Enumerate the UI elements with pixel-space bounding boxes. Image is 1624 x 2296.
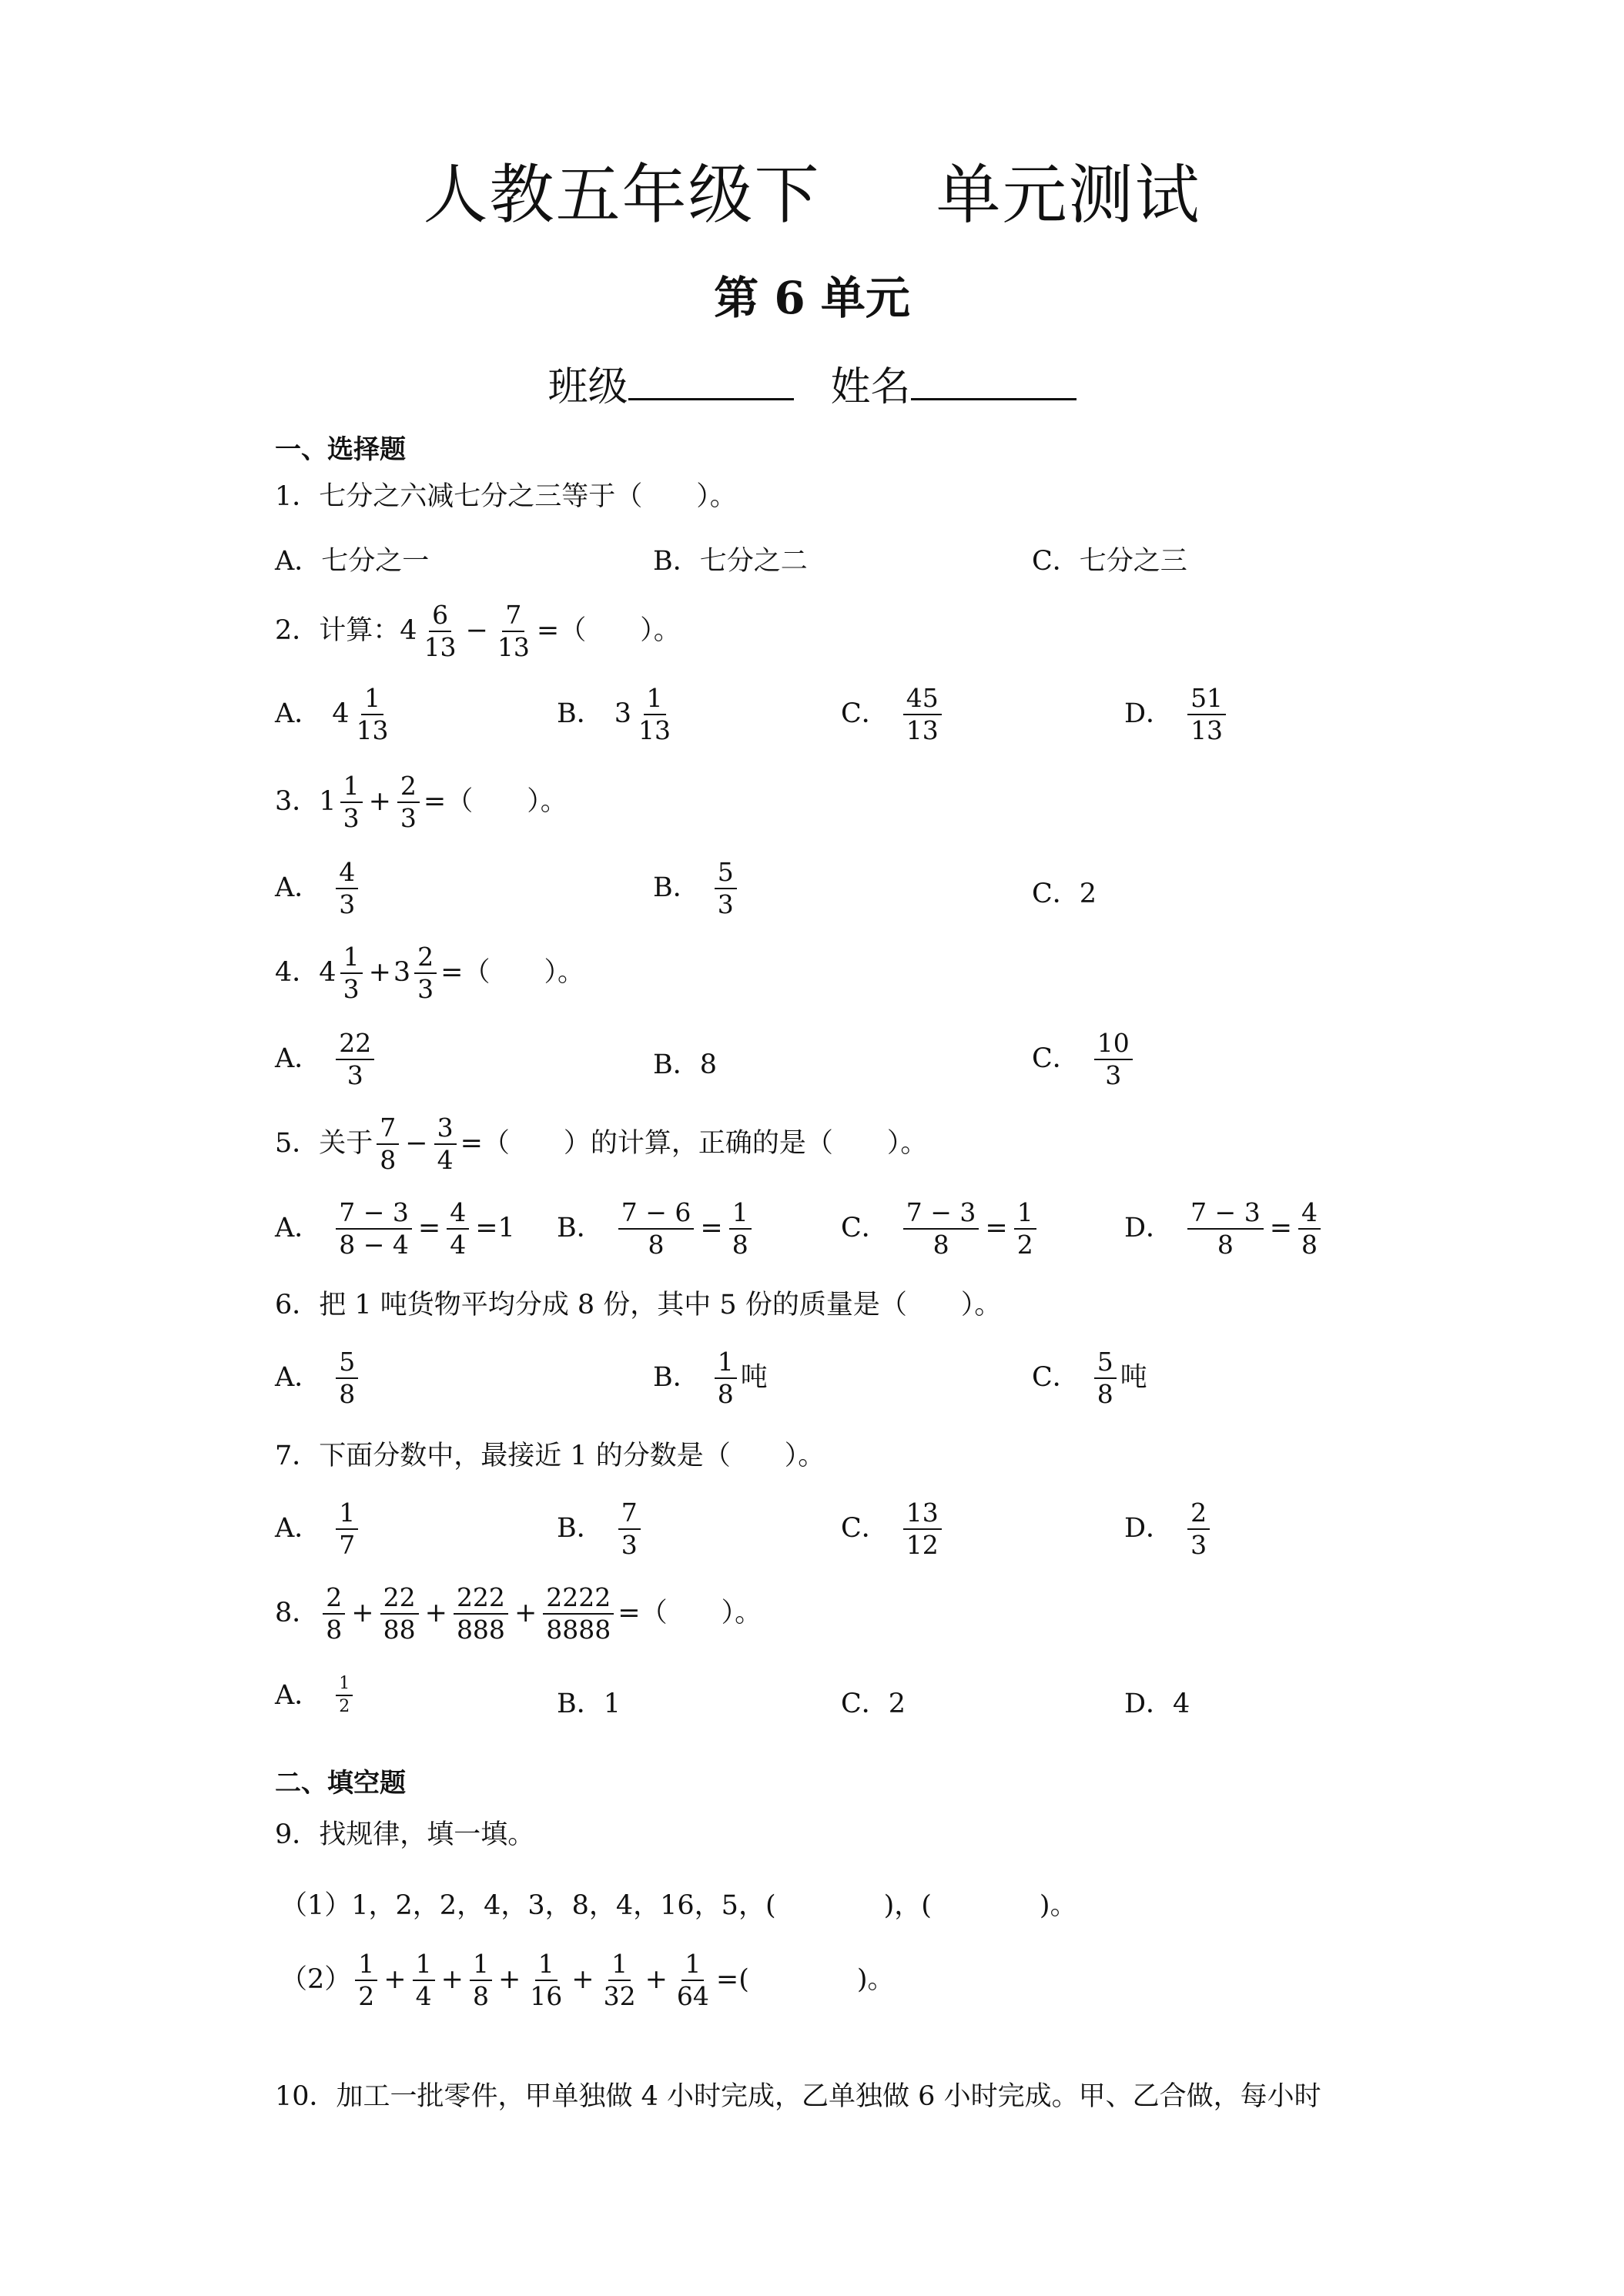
title-left: 人教五年级下	[423, 157, 821, 233]
q4-option-a: A． $\frac{22}{3}$	[275, 1030, 378, 1088]
q3-option-b: B． $\frac{5}{3}$	[653, 859, 741, 917]
page-title	[0, 143, 1624, 236]
class-label: 班级	[547, 364, 628, 410]
question-10: 10．加工一批零件，甲单独做 4 小时完成，乙单独做 6 小时完成。甲、乙合做，每小时	[275, 2081, 1321, 2112]
q2-operator: −	[465, 615, 488, 647]
q2-option-a: A． 4 $\frac{1}{13}$	[275, 683, 389, 745]
q8-option-d: D．4	[1124, 1689, 1190, 1719]
q5-option-c: C． $\frac{7 - 3}{8}$ = $\frac{1}{2}$	[841, 1200, 1040, 1257]
q2-option-d: D． $\frac{51}{13}$	[1124, 685, 1230, 743]
question-6: 6．把 1 吨货物平均分成 8 份，其中 5 份的质量是（ ）。	[275, 1290, 1002, 1320]
class-name-line	[0, 354, 1624, 412]
class-blank	[628, 363, 794, 400]
q5-option-d: D． $\frac{7 - 3}{8}$ = $\frac{4}{8}$	[1124, 1200, 1324, 1257]
q7-option-d: D． $\frac{2}{3}$	[1124, 1500, 1214, 1558]
question-4: 4． 4 $\frac{1}{3}$ + 3 $\frac{2}{3}$ =（ ）。	[275, 942, 584, 1004]
q2-fraction-1: $\frac{6}{13}$	[424, 600, 457, 662]
question-9-part-2: （2） $\frac{1}{2}$ + $\frac{1}{4}$ + $\frac{1}{8}$ + $\frac{1}{16}$ + $\frac{1}{32}$ + $\frac{1}{64}$ =( )。	[280, 1949, 895, 2011]
name-label: 姓名	[830, 364, 911, 410]
q2-option-b: B． 3 $\frac{1}{13}$	[557, 683, 671, 745]
q2-option-c: C． $\frac{45}{13}$	[841, 685, 946, 743]
q2-whole: 4	[400, 615, 417, 647]
q8-option-c: C．2	[841, 1689, 906, 1719]
q6-option-b: B． $\frac{1}{8}$ 吨	[653, 1347, 768, 1409]
q1-option-b: B．七分之二	[653, 546, 808, 577]
q1-option-a: A．七分之一	[275, 546, 430, 577]
question-9-part-1: （1）1，2，2，4，3，8，4，16，5，( )，( )。	[280, 1890, 1077, 1921]
q4-option-b: B．8	[653, 1049, 717, 1080]
q6-option-c: C． $\frac{5}{8}$ 吨	[1032, 1347, 1147, 1409]
section-choice-heading: 一、选择题	[275, 434, 406, 465]
q2-tail: =（ ）。	[536, 615, 681, 647]
q7-option-a: A． $\frac{1}{7}$	[275, 1500, 362, 1558]
question-3: 3． 1 $\frac{1}{3}$ + $\frac{2}{3}$ =（ ）。	[275, 771, 568, 833]
question-5: 5．关于 $\frac{7}{8}$ − $\frac{3}{4}$ =（ ）的计算，正确的是（ ）。	[275, 1113, 928, 1175]
q5-option-a: A． $\frac{7 - 3}{8 - 4}$ = $\frac{4}{4}$ =1	[275, 1197, 515, 1260]
q5-option-b: B． $\frac{7 - 6}{8}$ = $\frac{1}{8}$	[557, 1200, 755, 1257]
q6-option-a: A． $\frac{5}{8}$	[275, 1349, 362, 1407]
q1-option-c: C．七分之三	[1032, 546, 1187, 577]
q2-prefix: 2．计算：	[275, 615, 400, 647]
question-2	[275, 602, 681, 660]
question-9: 9．找规律，填一填。	[275, 1819, 535, 1850]
unit-subtitle: 第 6 单元	[714, 272, 910, 324]
question-8: 8． $\frac{2}{8}$ + $\frac{22}{88}$ + $\frac{222}{888}$ + $\frac{2222}{8888}$ =（ ）。	[275, 1582, 762, 1645]
title-right: 单元测试	[936, 157, 1201, 233]
q3-option-a: A． $\frac{4}{3}$	[275, 859, 362, 917]
question-7: 7．下面分数中，最接近 1 的分数是（ ）。	[275, 1441, 825, 1471]
q3-option-c: C．2	[1032, 879, 1097, 909]
q2-fraction-2: $\frac{7}{13}$	[497, 600, 530, 662]
q7-option-c: C． $\frac{13}{12}$	[841, 1500, 946, 1558]
section-fill-heading: 二、填空题	[275, 1768, 406, 1799]
q8-option-a: A． $\frac{1}{2}$	[275, 1675, 357, 1716]
q4-option-c: C． $\frac{10}{3}$	[1032, 1030, 1137, 1088]
name-blank	[911, 363, 1077, 400]
q8-option-b: B．1	[557, 1689, 621, 1719]
question-1: 1．七分之六减七分之三等于（ ）。	[275, 481, 737, 512]
q7-option-b: B． $\frac{7}{3}$	[557, 1500, 645, 1558]
